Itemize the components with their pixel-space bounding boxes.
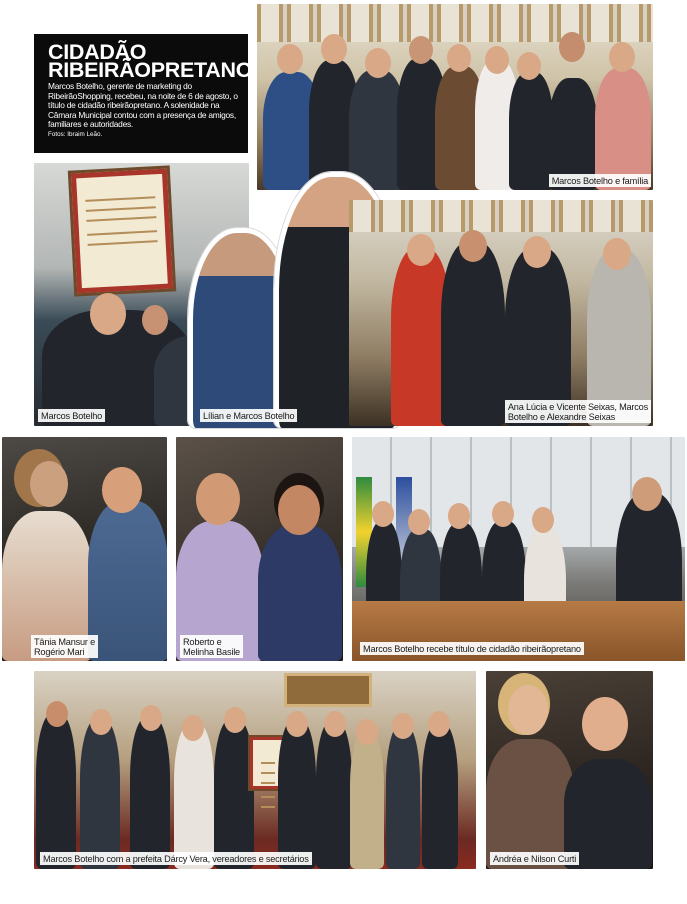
article-title [48, 40, 253, 82]
title-line-1: CIDADÃO [48, 40, 147, 64]
photo-roberto-melinha [176, 437, 343, 661]
photo-andrea-nilson [486, 671, 653, 869]
caption-group: Marcos Botelho com a prefeita Dárcy Vera, vereadores e secretários [40, 852, 312, 865]
caption-seixas-line-1: Ana Lúcia e Vicente Seixas, Marcos [507, 402, 648, 412]
article-body: Marcos Botelho, gerente de marketing do RibeirãoShopping, recebeu, na noite de 6 de agosto, o título de cidadão ribeirãopretano. A solenidade na Câmara Municipal contou com a presença de amigos, familiares e autoridades. [48, 81, 238, 130]
caption-roberto-line-2: Melinha Basile [183, 647, 240, 657]
wall-portraits [349, 200, 653, 232]
photo-group-mayor [34, 671, 476, 869]
caption-roberto [180, 635, 243, 658]
caption-lilian-marcos: Lílian e Marcos Botelho [200, 409, 297, 422]
photo-seixas [349, 200, 653, 426]
photo-ceremony [352, 437, 685, 661]
photo-credit: Fotos: Ibraim Leão. [48, 130, 103, 138]
caption-ceremony: Marcos Botelho recebe título de cidadão ribeirãopretano [360, 642, 584, 655]
article-header [34, 34, 253, 153]
caption-andrea: Andréa e Nilson Curti [490, 852, 579, 865]
wall-portraits [257, 4, 653, 42]
caption-roberto-line-1: Roberto e [183, 637, 222, 647]
title-line-2: RIBEIRÃOPRETANO [48, 58, 253, 82]
caption-tania-line-1: Tânia Mansur e [34, 637, 96, 647]
caption-tania [31, 635, 98, 658]
certificate-frame [71, 169, 173, 294]
caption-family: Marcos Botelho e família [549, 174, 651, 187]
wall-painting [284, 673, 372, 707]
photo-tania-rogerio [2, 437, 167, 661]
caption-tania-line-2: Rogério Mari [34, 647, 85, 657]
caption-marcos: Marcos Botelho [38, 409, 105, 422]
caption-seixas-line-2: Botelho e Alexandre Seixas [507, 412, 616, 422]
caption-seixas [505, 400, 651, 423]
photo-family [257, 4, 653, 190]
